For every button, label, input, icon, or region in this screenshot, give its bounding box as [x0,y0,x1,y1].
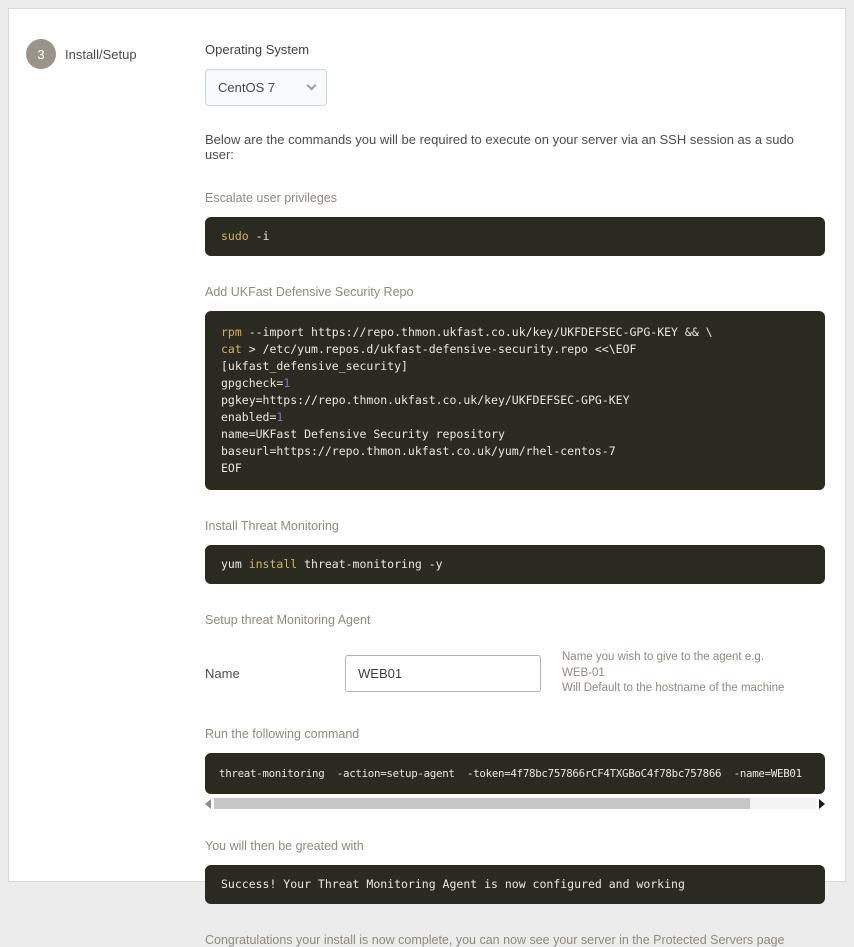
agent-name-input[interactable] [345,655,541,692]
code-block-repo: rpm --import https://repo.thmon.ukfast.co.uk/key/UKFDEFSEC-GPG-KEY && \ cat > /etc/yum.repos.d/ukfast-defensive-security.repo <<\EOF [ukfast_defensive_security] gpgcheck=1 pgkey=https://repo.thmon.ukfast.co.uk/key/UKFDEFSEC-GPG-KEY enabled=1 name=UKFast Defensive Security repository baseurl=https://repo.thmon.ukfast.co.uk/yum/rhel-centos-7 EOF [205,311,825,490]
intro-text: Below are the commands you will be required to execute on your server via an SSH session as a sudo user: [205,132,794,162]
wizard-step-column [9,9,205,881]
code-block-run-command: threat-monitoring -action=setup-agent -token=4f78bc757866rCF4TXGBoC4f78bc757866 -name=WEB01 [205,753,825,794]
code-block-success: Success! Your Threat Monitoring Agent is now configured and working [205,865,825,904]
section-title-run-command: Run the following command [205,726,360,741]
section-title-setup-agent: Setup threat Monitoring Agent [205,613,371,627]
step-header-install-setup[interactable] [26,39,205,69]
step-label: Install/Setup [65,46,137,62]
scrollbar-thumb[interactable] [214,798,750,809]
name-label: Name [205,665,240,681]
install-setup-content [205,9,845,947]
section-title-greeting: You will then be greated with [205,838,364,853]
name-help-text: Name you wish to give to the agent e.g. WEB-01 Will Default to the hostname of the machine [562,651,785,694]
code-block-escalate: sudo -i [205,217,825,256]
install-setup-panel [8,8,846,947]
code-block-install: yum install threat-monitoring -y [205,545,825,584]
horizontal-scrollbar[interactable] [205,798,825,810]
completion-text: Congratulations your install is now complete, you can now see your server in the Protected Servers page [205,932,785,947]
section-title-repo: Add UKFast Defensive Security Repo [205,285,414,299]
os-label: Operating System [205,42,310,57]
agent-name-row [205,650,825,697]
section-title-escalate: Escalate user privileges [205,191,338,205]
scrollbar-right-arrow-icon[interactable] [819,799,825,809]
step-number: 3 [37,46,45,62]
scrollbar-track[interactable] [214,798,816,809]
step-number-badge [26,39,56,69]
os-select-wrap [205,69,327,106]
scrollbar-left-arrow-icon[interactable] [205,799,211,809]
section-title-install: Install Threat Monitoring [205,519,339,533]
os-select[interactable] [205,69,327,106]
